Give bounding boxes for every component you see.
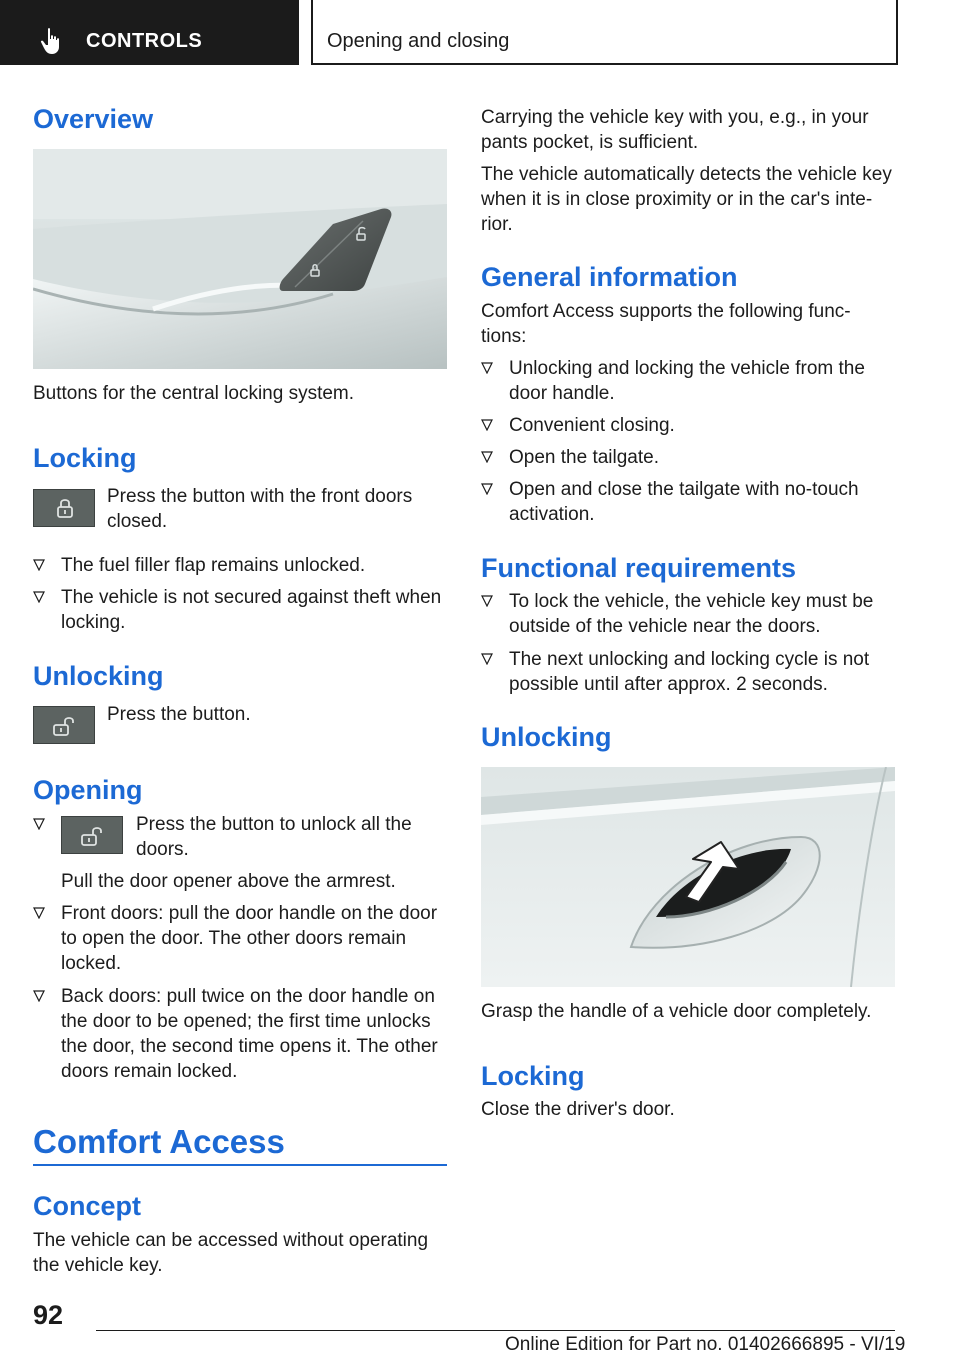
door-lock-buttons-image: [33, 149, 447, 369]
unlock-button-image: [61, 816, 123, 854]
triangle-bullet-icon: [481, 595, 493, 607]
opening-text-line1: Press the button to unlock all the: [136, 814, 412, 835]
general-information-heading: General information: [481, 262, 738, 292]
opening-text-line3: Pull the door opener above the armrest.: [61, 871, 396, 892]
section-divider: [33, 1164, 447, 1166]
comfort-access-heading: Comfort Access: [33, 1123, 285, 1160]
concept-text-line2: the vehicle key.: [33, 1255, 163, 1276]
triangle-bullet-icon: [33, 990, 45, 1002]
unlocking-comfort-heading: Unlocking: [481, 722, 612, 752]
lock-icon: [34, 490, 96, 528]
triangle-bullet-icon: [33, 818, 45, 830]
carry-text-line1: Carrying the vehicle key with you, e.g., in your: [481, 107, 869, 128]
locking-text-line1: Press the button with the front doors: [107, 486, 413, 507]
footer-edition: Online Edition for Part no. 01402666895 - VI/19: [505, 1334, 906, 1355]
locking-text-line2: closed.: [107, 511, 168, 532]
carry-text-line2: pants pocket, is sufficient.: [481, 132, 699, 153]
functional-requirements-heading: Functional requirements: [481, 553, 797, 583]
hand-touch-icon: [40, 27, 64, 55]
opening-text-line2: doors.: [136, 839, 189, 860]
concept-heading: Concept: [33, 1191, 141, 1221]
triangle-bullet-icon: [481, 653, 493, 665]
unlocking-heading: Unlocking: [33, 661, 164, 691]
detect-text-line1: The vehicle automatically detects the vehicle key: [481, 164, 892, 185]
lock-button-image: [33, 489, 95, 527]
unlock-button-image: [33, 706, 95, 744]
locking-heading: Locking: [33, 443, 137, 473]
concept-text-line1: The vehicle can be accessed without operating: [33, 1230, 429, 1251]
footer-divider: [96, 1330, 895, 1331]
general-text-line1: Comfort Access supports the following func-: [481, 301, 851, 322]
page-number: 92: [33, 1300, 64, 1330]
unlock-icon: [62, 817, 124, 855]
section-label: CONTROLS: [86, 30, 203, 52]
triangle-bullet-icon: [481, 451, 493, 463]
triangle-bullet-icon: [481, 483, 493, 495]
unlocking-text: Press the button.: [107, 704, 251, 725]
unlock-icon: [34, 707, 96, 745]
door-handle-grasp-image: [481, 767, 895, 987]
triangle-bullet-icon: [481, 419, 493, 431]
header-section-tab: [0, 0, 299, 65]
overview-heading: Overview: [33, 104, 154, 134]
chapter-label: Opening and closing: [327, 30, 510, 52]
triangle-bullet-icon: [481, 362, 493, 374]
header-chapter-tab: [311, 0, 898, 65]
locking-comfort-heading: Locking: [481, 1061, 585, 1091]
opening-heading: Opening: [33, 775, 143, 805]
overview-caption: Buttons for the central locking system.: [33, 383, 355, 404]
general-text-line2: tions:: [481, 326, 527, 347]
triangle-bullet-icon: [33, 559, 45, 571]
locking-comfort-text: Close the driver's door.: [481, 1099, 675, 1120]
detect-text-line3: rior.: [481, 214, 513, 235]
triangle-bullet-icon: [33, 907, 45, 919]
triangle-bullet-icon: [33, 591, 45, 603]
unlocking-caption: Grasp the handle of a vehicle door completely.: [481, 1001, 872, 1022]
detect-text-line2: when it is in close proximity or in the car's inte-: [481, 189, 873, 210]
